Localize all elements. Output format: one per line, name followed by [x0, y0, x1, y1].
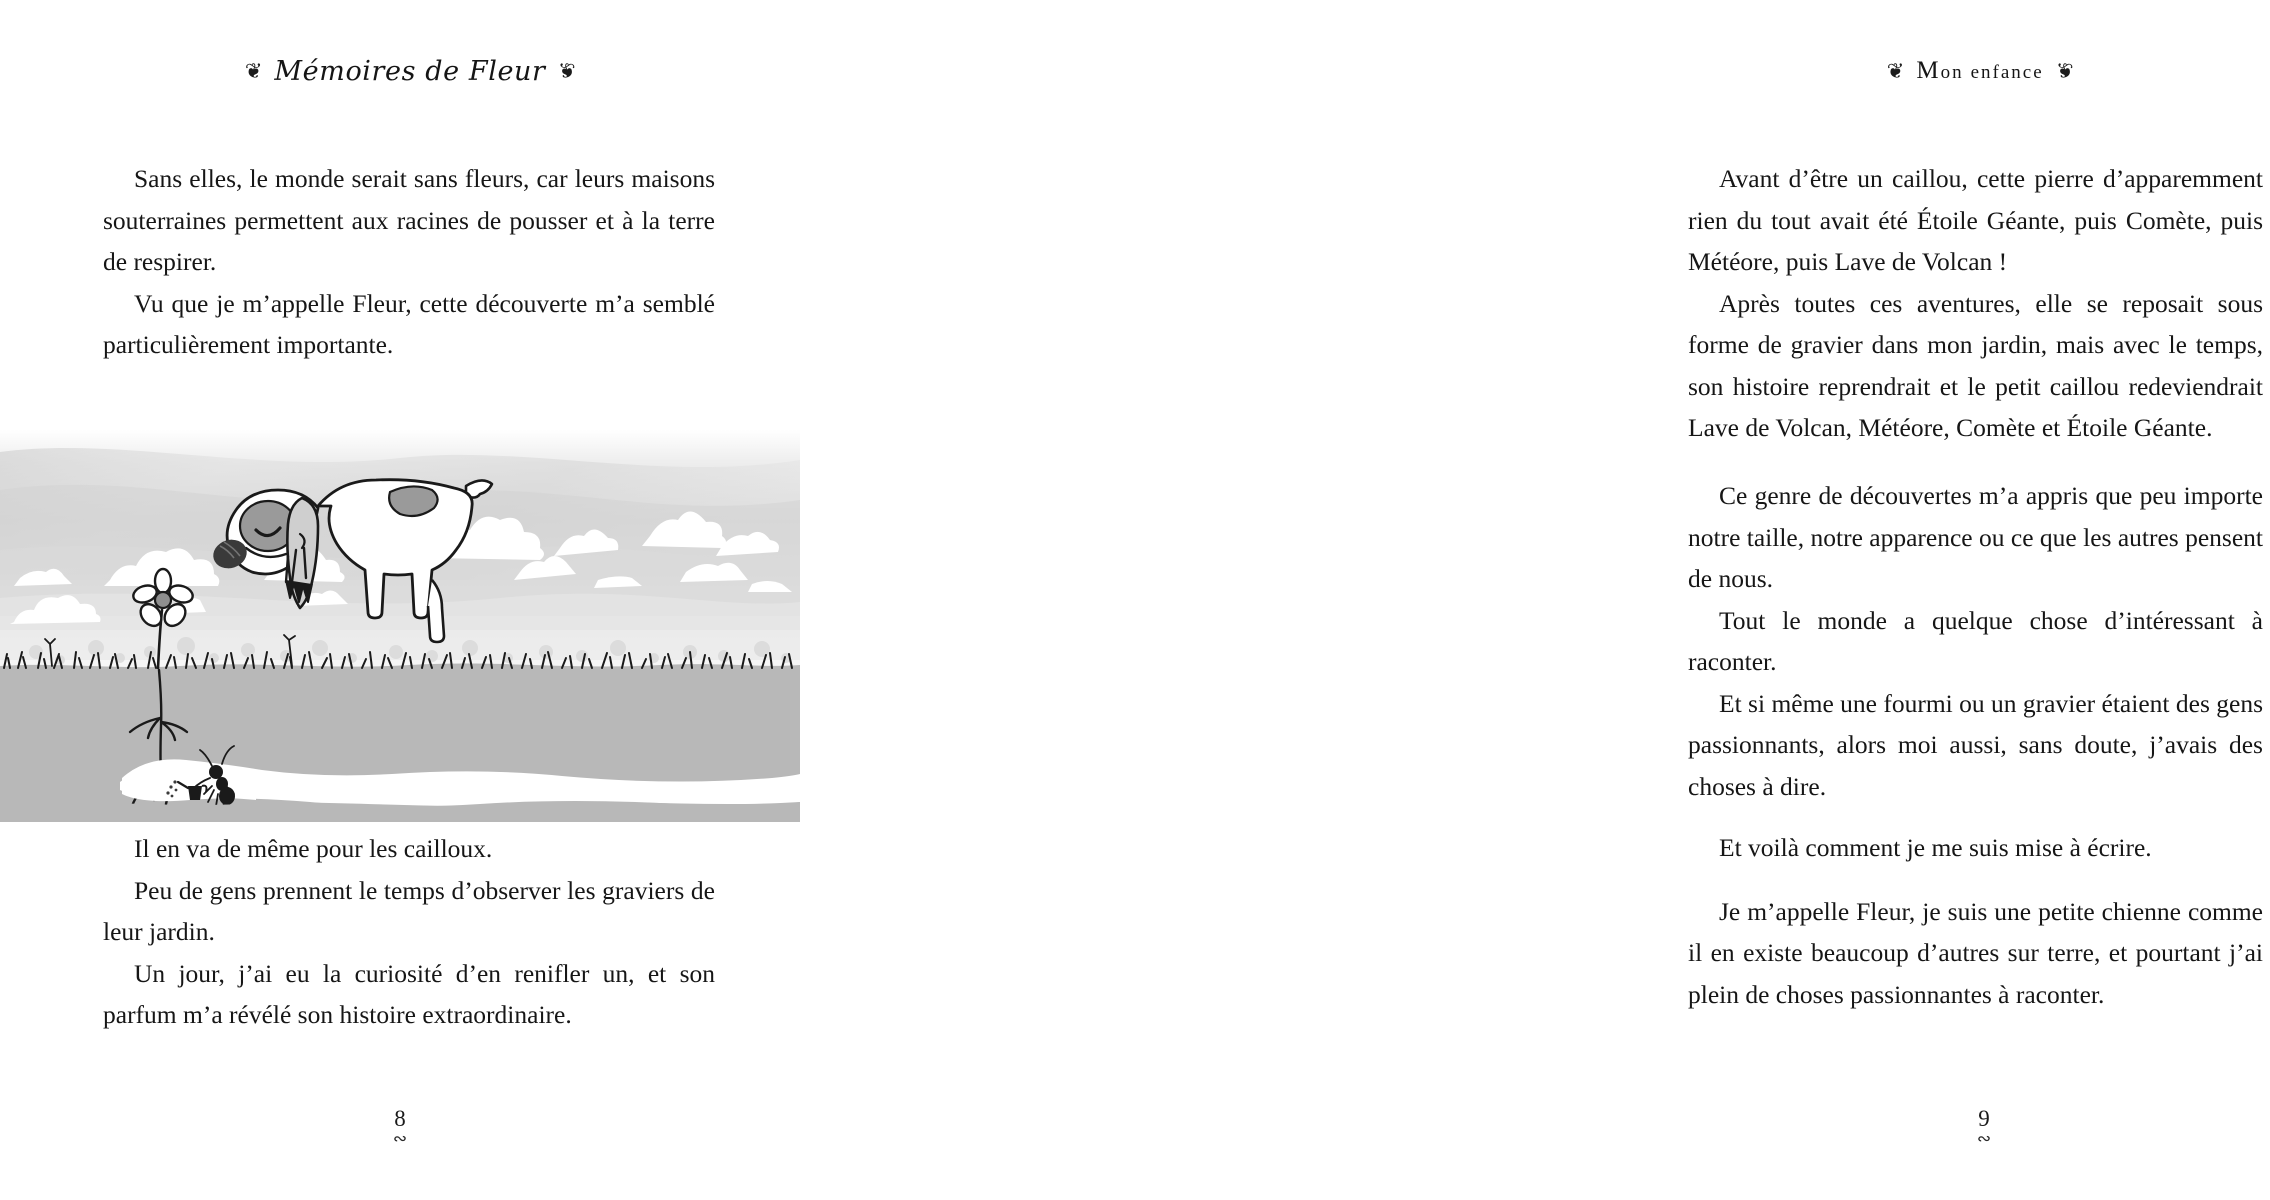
chapter-second-rest: nfance	[1981, 62, 2044, 83]
page-number: 8	[394, 1106, 406, 1131]
folio-ornament-icon: ∾	[1976, 1129, 1992, 1149]
paragraph: Et si même une fourmi ou un gravier étaient des gens passionnants, alors moi aussi, sans doute, j’avais des choses à dire.	[1688, 688, 2263, 801]
folio-right	[1914, 1106, 2054, 1148]
folio-left	[330, 1106, 470, 1148]
paragraph: Un jour, j’ai eu la curiosité d’en renifler un, et son parfum m’a révélé son histoire extraordinaire.	[103, 958, 715, 1029]
page-left	[0, 0, 800, 1200]
chapter-word-rest: on	[1940, 62, 1964, 83]
running-head-left	[110, 52, 710, 90]
flourish-left-icon: ❦	[244, 58, 263, 83]
flourish-right-icon: ❦	[2055, 58, 2074, 83]
right-text-block-b	[1688, 475, 2263, 807]
folio-ornament-icon: ∾	[392, 1129, 408, 1149]
paragraph: Sans elles, le monde serait sans fleurs, car leurs maisons souterraines permettent aux racines de pousser et à la terre de respirer.	[103, 164, 715, 276]
flourish-right-icon: ❦	[557, 58, 576, 83]
paragraph: Avant d’être un caillou, cette pierre d’apparemment rien du tout avait été Étoile Géante, puis Comète, puis Météore, puis Lave de Volcan !	[1688, 164, 2263, 276]
left-text-block-top	[103, 158, 715, 366]
paragraph: Je m’appelle Fleur, je suis une petite chienne comme il en existe beaucoup d’autres sur terre, et pourtant j’ai plein de choses passionnantes à raconter.	[1688, 896, 2263, 1009]
paragraph: Ce genre de découvertes m’a appris que peu importe notre taille, notre apparence ou ce que les autres pensent de nous.	[1688, 481, 2263, 593]
paragraph: Et voilà comment je me suis mise à écrire.	[1719, 833, 2152, 862]
paragraph: Vu que je m’appelle Fleur, cette découverte m’a semblé particulièrement importante.	[103, 288, 715, 359]
chapter-initial: M	[1916, 57, 1941, 84]
page-number: 9	[1978, 1106, 1990, 1131]
paragraph-gap	[1688, 869, 2263, 891]
left-text-block-bottom	[103, 828, 715, 1036]
running-head-left-title: Mémoires de Fleur	[274, 55, 546, 87]
paragraph: Après toutes ces aventures, elle se reposait sous forme de gravier dans mon jardin, mais avec le temps, son histoire reprendrait et le petit caillou redeviendrait Lave de Volcan, Météore, Comète et Étoile Géante.	[1688, 288, 2263, 442]
paragraph: Tout le monde a quelque chose d’intéressant à raconter.	[1688, 605, 2263, 676]
flourish-left-icon: ❦	[1886, 58, 1905, 83]
page-right	[800, 0, 2263, 1200]
paragraph: Peu de gens prennent le temps d’observer les graviers de leur jardin.	[103, 875, 715, 946]
paragraph: Il en va de même pour les cailloux.	[134, 834, 493, 863]
right-text-block-c	[1688, 827, 2263, 1015]
chapter-second-initial: e	[1970, 62, 1982, 83]
running-head-right	[1690, 52, 2270, 90]
illustration-dog-and-ant	[0, 430, 800, 822]
running-head-right-title	[1916, 57, 2043, 85]
right-text-block-a	[1688, 158, 2263, 449]
